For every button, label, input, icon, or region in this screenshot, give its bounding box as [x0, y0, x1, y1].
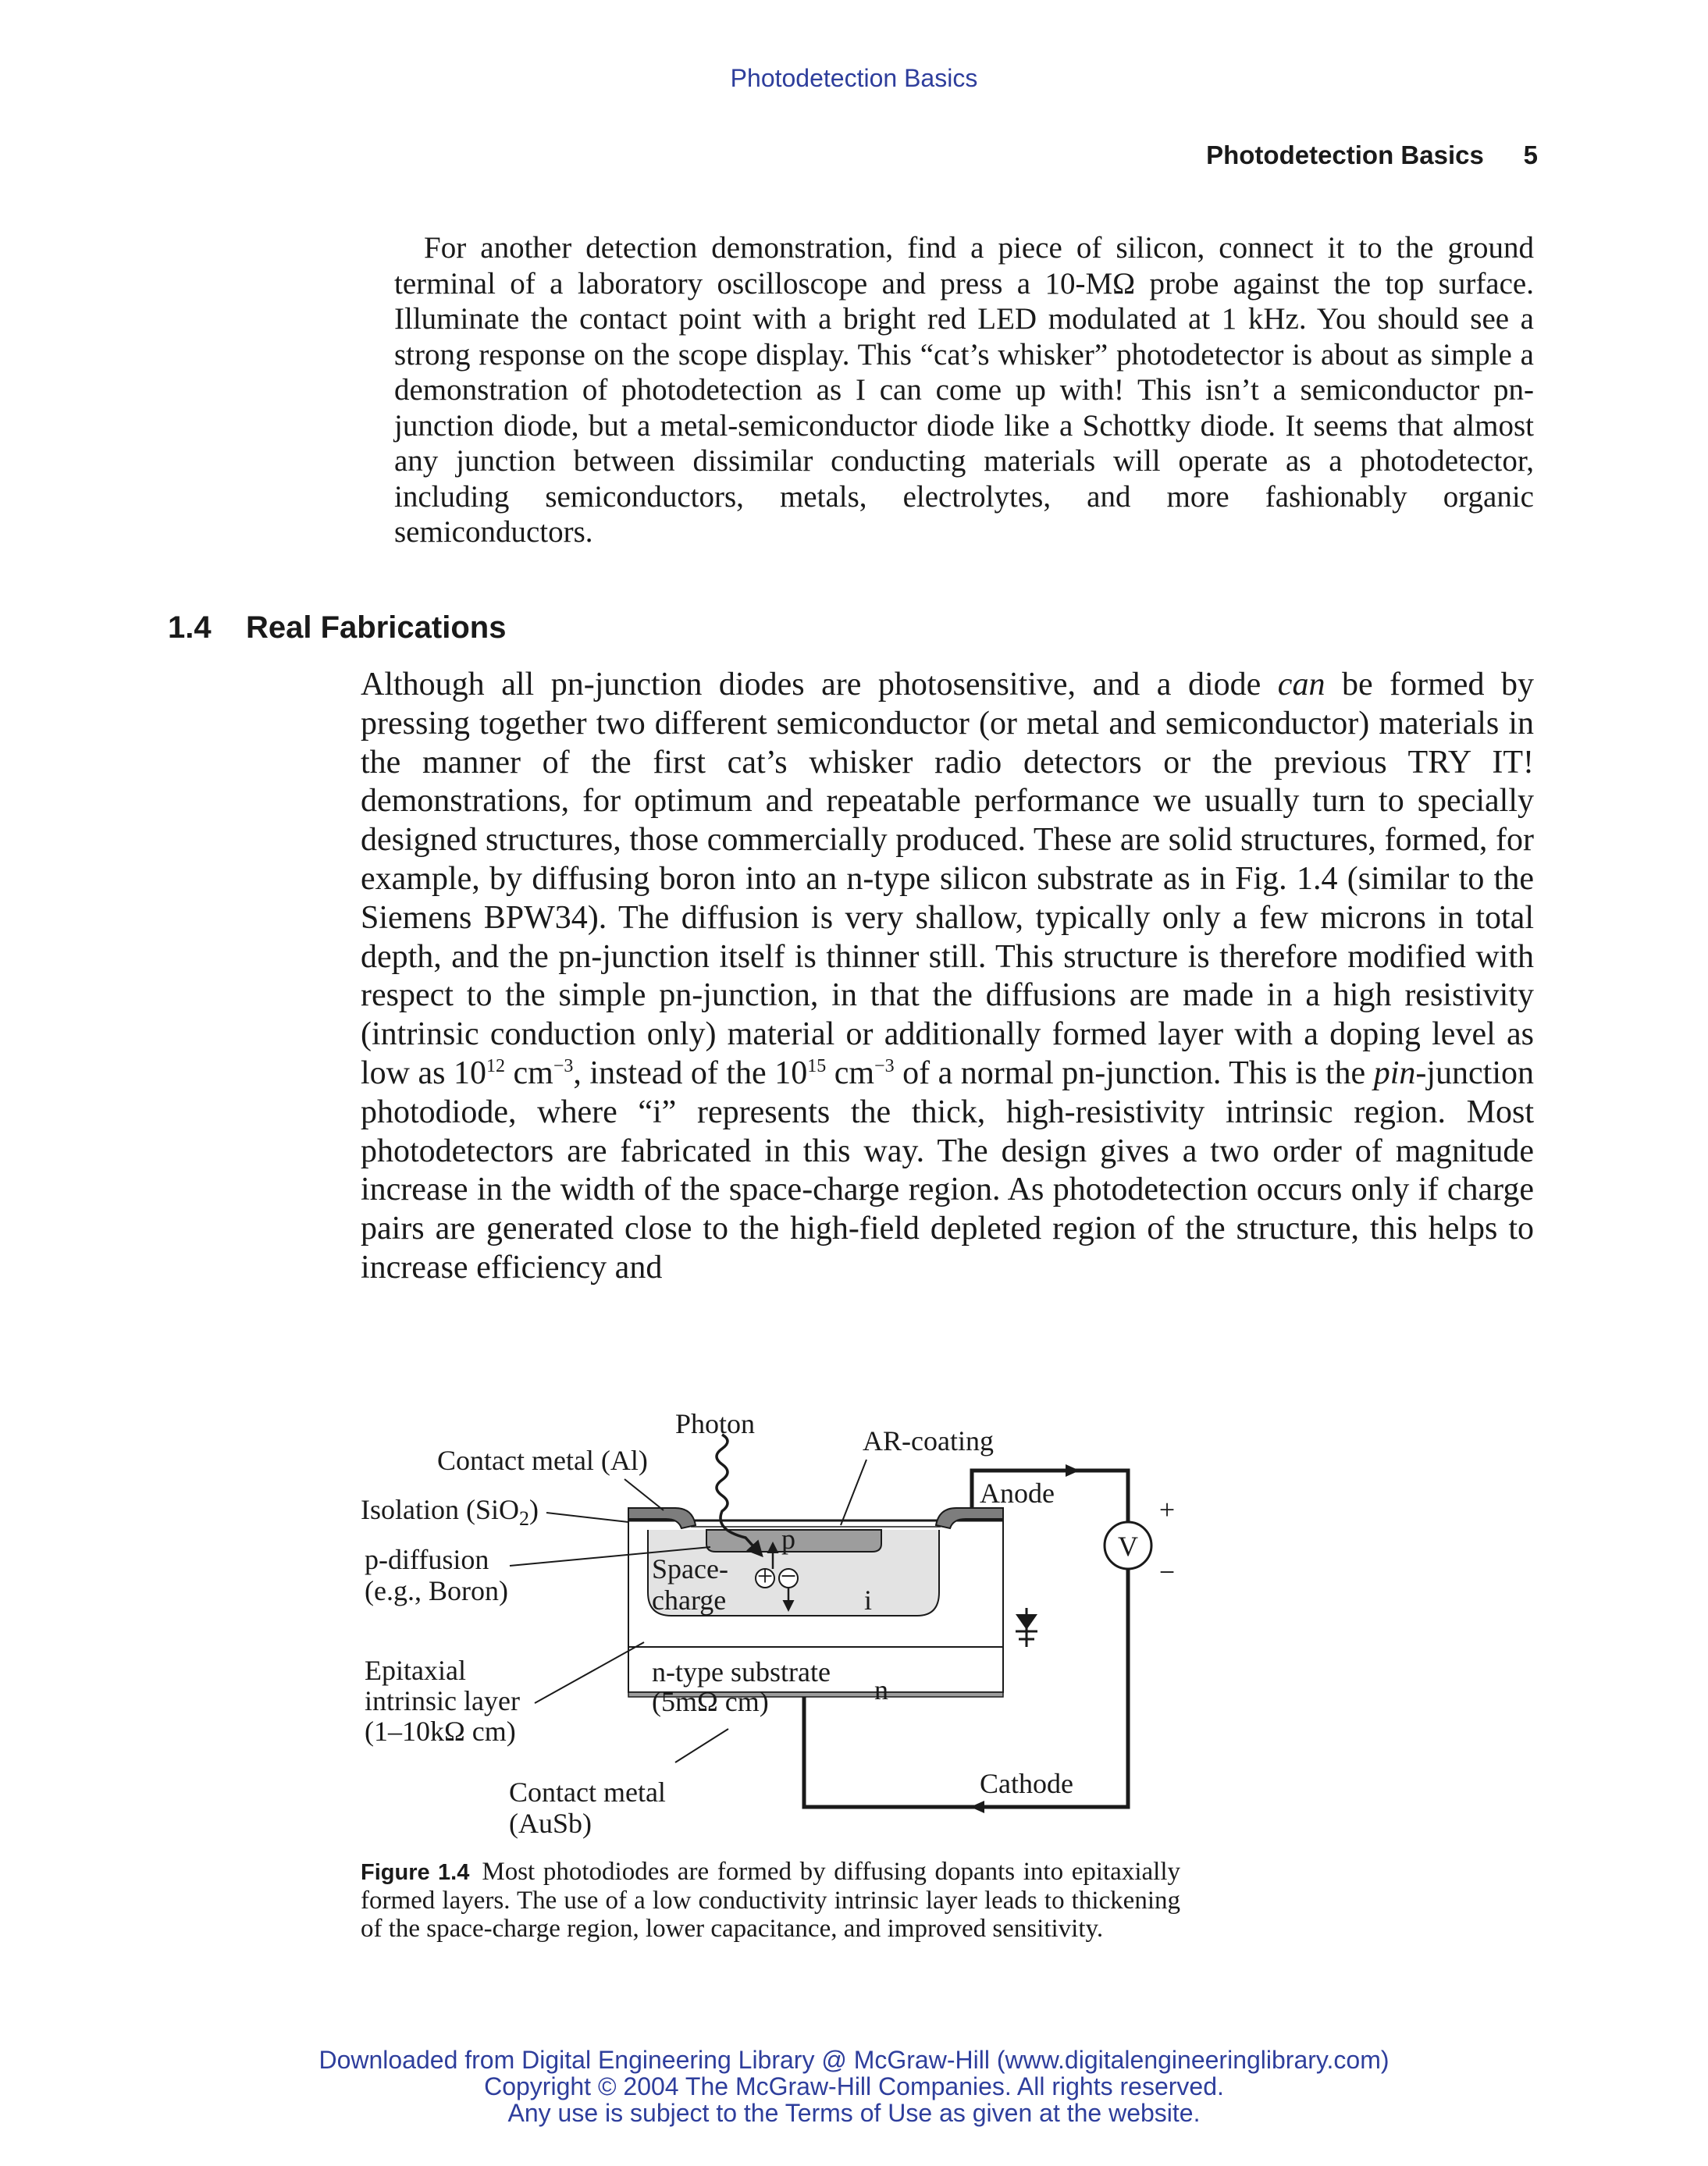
photodiode-cross-section-figure — [355, 1382, 1214, 1858]
substrate-label-1: n-type substrate — [652, 1656, 831, 1688]
running-head — [1093, 140, 1538, 170]
diode-icon — [1016, 1608, 1037, 1647]
cathode-current-arrow — [970, 1801, 984, 1813]
emphasis-can: can — [1277, 667, 1325, 702]
contact-metal-ausb-label-2: (AuSb) — [509, 1808, 592, 1839]
superscript: −3 — [874, 1055, 895, 1076]
footer-terms-of-use[interactable]: Any use is subject to the Terms of Use as given at the website. — [507, 2099, 1201, 2127]
contact-metal-al-leader — [624, 1479, 664, 1510]
superscript: −3 — [553, 1055, 574, 1076]
contact-metal-al-label: Contact metal (Al) — [437, 1445, 648, 1476]
space-charge-label-1: Space- — [652, 1553, 728, 1584]
photon-label: Photon — [675, 1408, 756, 1439]
text-run: cm — [505, 1055, 553, 1091]
text-run: of a normal pn-junction. This is the — [894, 1055, 1374, 1091]
footer-copyright: Copyright © 2004 The McGraw-Hill Companies. All rights reserved. — [484, 2072, 1224, 2100]
superscript: 12 — [486, 1055, 506, 1076]
figure-caption-text: Most photodiodes are formed by diffusing dopants into epitaxially formed layers. The use of a low conductivity intrinsic layer leads to thickening of the space-charge region, lower capacitance, and improved sensitivity. — [361, 1858, 1180, 1943]
try-it-paragraph: For another detection demonstration, find a piece of silicon, connect it to the ground terminal of a laboratory oscilloscope and press a 10-MΩ probe against the top surface. Illuminate the contact point with a bright red LED modulated at 1 kHz. You should see a strong response on the scope display. This “cat’s whisker” photodetector is about as simple a demonstration of photodetection as I can come up with! This isn’t a semiconductor pn-junction diode, but a metal-semiconductor diode like a Schottky diode. It seems that almost any junction between dissimilar conducting materials will operate as a photodetector, including semiconductors, metals, electrolytes, and more fashionably organic semiconductors. — [394, 231, 1534, 549]
minus-terminal-sign: − — [1158, 1556, 1176, 1588]
figure-caption-label: Figure 1.4 — [361, 1860, 470, 1885]
anode-label: Anode — [980, 1478, 1055, 1509]
electron-sign: − — [780, 1560, 797, 1592]
space-charge-label-2: charge — [652, 1584, 727, 1616]
contact-metal-ausb-leader — [675, 1729, 728, 1762]
anode-current-arrow — [1066, 1464, 1080, 1477]
emphasis-pin: pin — [1373, 1055, 1416, 1091]
i-region-label: i — [864, 1584, 873, 1616]
voltmeter-label: V — [1118, 1531, 1138, 1562]
body-paragraph — [361, 666, 1534, 1288]
substrate-label-2: (5mΩ cm) — [652, 1686, 769, 1717]
hole-sign: + — [756, 1560, 774, 1592]
n-region-label: n — [874, 1674, 888, 1705]
ar-coating-label: AR-coating — [863, 1425, 994, 1456]
running-head-title: Photodetection Basics — [1206, 140, 1484, 169]
contact-metal-ausb-label-1: Contact metal — [509, 1777, 666, 1808]
epitaxial-label-3: (1–10kΩ cm) — [365, 1716, 516, 1747]
section-heading — [168, 610, 506, 646]
section-title: Real Fabrications — [246, 610, 507, 645]
text-run: cm — [826, 1055, 875, 1091]
epitaxial-label-1: Epitaxial — [365, 1655, 466, 1686]
site-header-link[interactable]: Photodetection Basics — [730, 64, 978, 92]
isolation-leader — [546, 1513, 628, 1522]
text-run: Although all pn-junction diodes are photosensitive, and a diode — [361, 667, 1278, 702]
footer-download-link[interactable]: Downloaded from Digital Engineering Library @ McGraw-Hill (www.digitalengineeringlibrary.com) — [318, 2046, 1390, 2074]
ar-coating-leader — [841, 1460, 866, 1525]
section-number: 1.4 — [168, 610, 212, 645]
p-region-label: p — [781, 1524, 795, 1555]
text-run: be formed by pressing together two different semiconductor (or metal and semiconductor) materials in the manner of the first cat’s whisker radio detectors or the previous TRY IT! demonstrations, for optimum and repeatable performance we usually turn to specially designed structures, those commercially produced. These are solid structures, formed, for example, by diffusing boron into an n-type silicon substrate as in Fig. 1.4 (similar to the Siemens BPW34). The diffusion is very shallow, typically only a few microns in total depth, and the pn-junction itself is thinner still. This structure is therefore modified with respect to the simple pn-junction, in that the diffusions are made in a high resistivity (intrinsic conduction only) material or additionally formed layer with a doping level as low as 10 — [361, 667, 1534, 1091]
p-diffusion-label-1: p-diffusion — [365, 1544, 489, 1575]
page-number: 5 — [1523, 140, 1538, 169]
text-run: , instead of the 10 — [573, 1055, 808, 1091]
footer — [0, 2047, 1708, 2126]
isolation-label: Isolation (SiO$_2$) — [361, 1494, 539, 1530]
p-diffusion-label-2: (e.g., Boron) — [365, 1575, 508, 1606]
cathode-label: Cathode — [980, 1768, 1073, 1799]
epitaxial-label-2: intrinsic layer — [365, 1685, 520, 1716]
superscript: 15 — [807, 1055, 827, 1076]
figure-caption — [361, 1858, 1180, 1943]
plus-terminal-sign: + — [1158, 1494, 1176, 1525]
text-run: -junction photodiode, where “i” represents the thick, high-resistivity intrinsic region. Most photodetectors are fabricated in this way. The design gives a two order of magnitude increase in the width of the space-charge region. As photodetection occurs only if charge pairs are generated close to the high-field depleted region of the structure, this helps to increase efficiency and — [361, 1055, 1534, 1286]
